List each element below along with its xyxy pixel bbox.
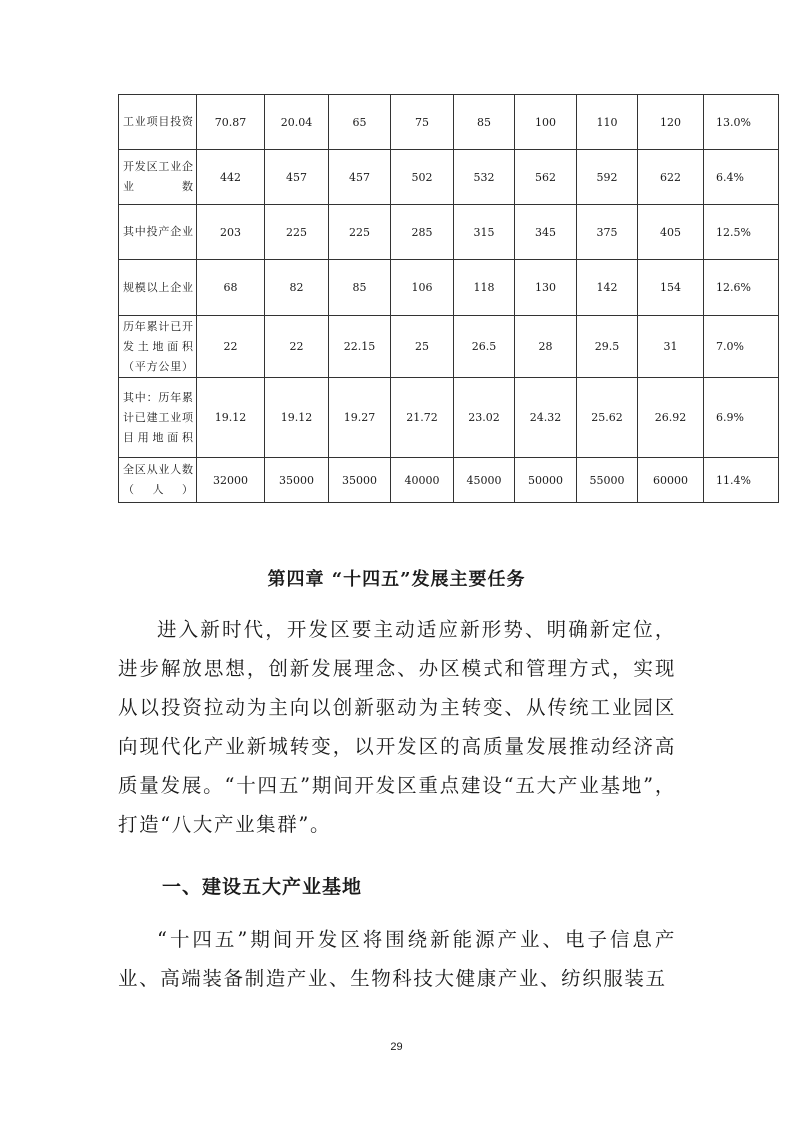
value-cell: 29.5 — [577, 316, 638, 378]
value-cell: 28 — [515, 316, 577, 378]
section-paragraph: “十四五”期间开发区将围绕新能源产业、电子信息产业、高端装备制造产业、生物科技大健康产业、纺织服装五 — [118, 928, 676, 990]
row-label: 其中投产企业 — [119, 205, 197, 260]
value-cell: 532 — [454, 150, 515, 205]
row-label: 其中：历年累计已建工业项目用地面积 — [119, 378, 197, 458]
row-label: 规模以上企业 — [119, 260, 197, 316]
value-cell: 19.27 — [329, 378, 391, 458]
row-label: 开发区工业企业数 — [119, 150, 197, 205]
value-cell: 19.12 — [197, 378, 265, 458]
value-cell: 20.04 — [265, 95, 329, 150]
value-cell: 592 — [577, 150, 638, 205]
value-cell: 25 — [391, 316, 454, 378]
value-cell: 442 — [197, 150, 265, 205]
growth-rate-cell: 12.5% — [704, 205, 779, 260]
value-cell: 22 — [265, 316, 329, 378]
value-cell: 60000 — [638, 458, 704, 503]
section-heading: 一、建设五大产业基地 — [162, 876, 363, 898]
value-cell: 25.62 — [577, 378, 638, 458]
table-row — [119, 150, 779, 205]
value-cell: 68 — [197, 260, 265, 316]
value-cell: 118 — [454, 260, 515, 316]
value-cell: 19.12 — [265, 378, 329, 458]
value-cell: 35000 — [329, 458, 391, 503]
value-cell: 622 — [638, 150, 704, 205]
row-label: 工业项目投资 — [119, 95, 197, 150]
value-cell: 55000 — [577, 458, 638, 503]
table-row — [119, 378, 779, 458]
value-cell: 24.32 — [515, 378, 577, 458]
value-cell: 285 — [391, 205, 454, 260]
value-cell: 45000 — [454, 458, 515, 503]
value-cell: 100 — [515, 95, 577, 150]
growth-rate-cell: 6.9% — [704, 378, 779, 458]
value-cell: 457 — [265, 150, 329, 205]
value-cell: 562 — [515, 150, 577, 205]
value-cell: 106 — [391, 260, 454, 316]
row-label: 历年累计已开发土地面积（平方公里） — [119, 316, 197, 378]
intro-paragraph: 进入新时代，开发区要主动适应新形势、明确新定位，进步解放思想，创新发展理念、办区模式和管理方式，实现从以投资拉动为主向以创新驱动为主转变、从传统工业园区向现代化产业新城转变，以开发区的高质量发展推动经济高质量发展。“十四五”期间开发区重点建设“五大产业基地”，打造“八大产业集群”。 — [118, 618, 676, 836]
table-row — [119, 260, 779, 316]
value-cell: 375 — [577, 205, 638, 260]
table-row — [119, 205, 779, 260]
value-cell: 31 — [638, 316, 704, 378]
value-cell: 23.02 — [454, 378, 515, 458]
chapter-title: 第四章 “十四五”发展主要任务 — [267, 569, 526, 590]
value-cell: 85 — [454, 95, 515, 150]
value-cell: 85 — [329, 260, 391, 316]
growth-rate-cell: 6.4% — [704, 150, 779, 205]
value-cell: 40000 — [391, 458, 454, 503]
value-cell: 82 — [265, 260, 329, 316]
value-cell: 22 — [197, 316, 265, 378]
value-cell: 35000 — [265, 458, 329, 503]
table-row — [119, 316, 779, 378]
value-cell: 457 — [329, 150, 391, 205]
value-cell: 120 — [638, 95, 704, 150]
value-cell: 225 — [329, 205, 391, 260]
value-cell: 70.87 — [197, 95, 265, 150]
growth-rate-cell: 13.0% — [704, 95, 779, 150]
value-cell: 502 — [391, 150, 454, 205]
value-cell: 22.15 — [329, 316, 391, 378]
table-row — [119, 458, 779, 503]
growth-rate-cell: 12.6% — [704, 260, 779, 316]
value-cell: 65 — [329, 95, 391, 150]
value-cell: 315 — [454, 205, 515, 260]
row-label: 全区从业人数（人） — [119, 458, 197, 503]
value-cell: 26.92 — [638, 378, 704, 458]
value-cell: 405 — [638, 205, 704, 260]
value-cell: 32000 — [197, 458, 265, 503]
value-cell: 225 — [265, 205, 329, 260]
value-cell: 345 — [515, 205, 577, 260]
statistics-table — [118, 94, 779, 503]
value-cell: 154 — [638, 260, 704, 316]
table-row — [119, 95, 779, 150]
value-cell: 110 — [577, 95, 638, 150]
value-cell: 26.5 — [454, 316, 515, 378]
page-number: 29 — [390, 1041, 403, 1053]
value-cell: 50000 — [515, 458, 577, 503]
value-cell: 130 — [515, 260, 577, 316]
value-cell: 203 — [197, 205, 265, 260]
value-cell: 142 — [577, 260, 638, 316]
value-cell: 75 — [391, 95, 454, 150]
growth-rate-cell: 7.0% — [704, 316, 779, 378]
value-cell: 21.72 — [391, 378, 454, 458]
growth-rate-cell: 11.4% — [704, 458, 779, 503]
